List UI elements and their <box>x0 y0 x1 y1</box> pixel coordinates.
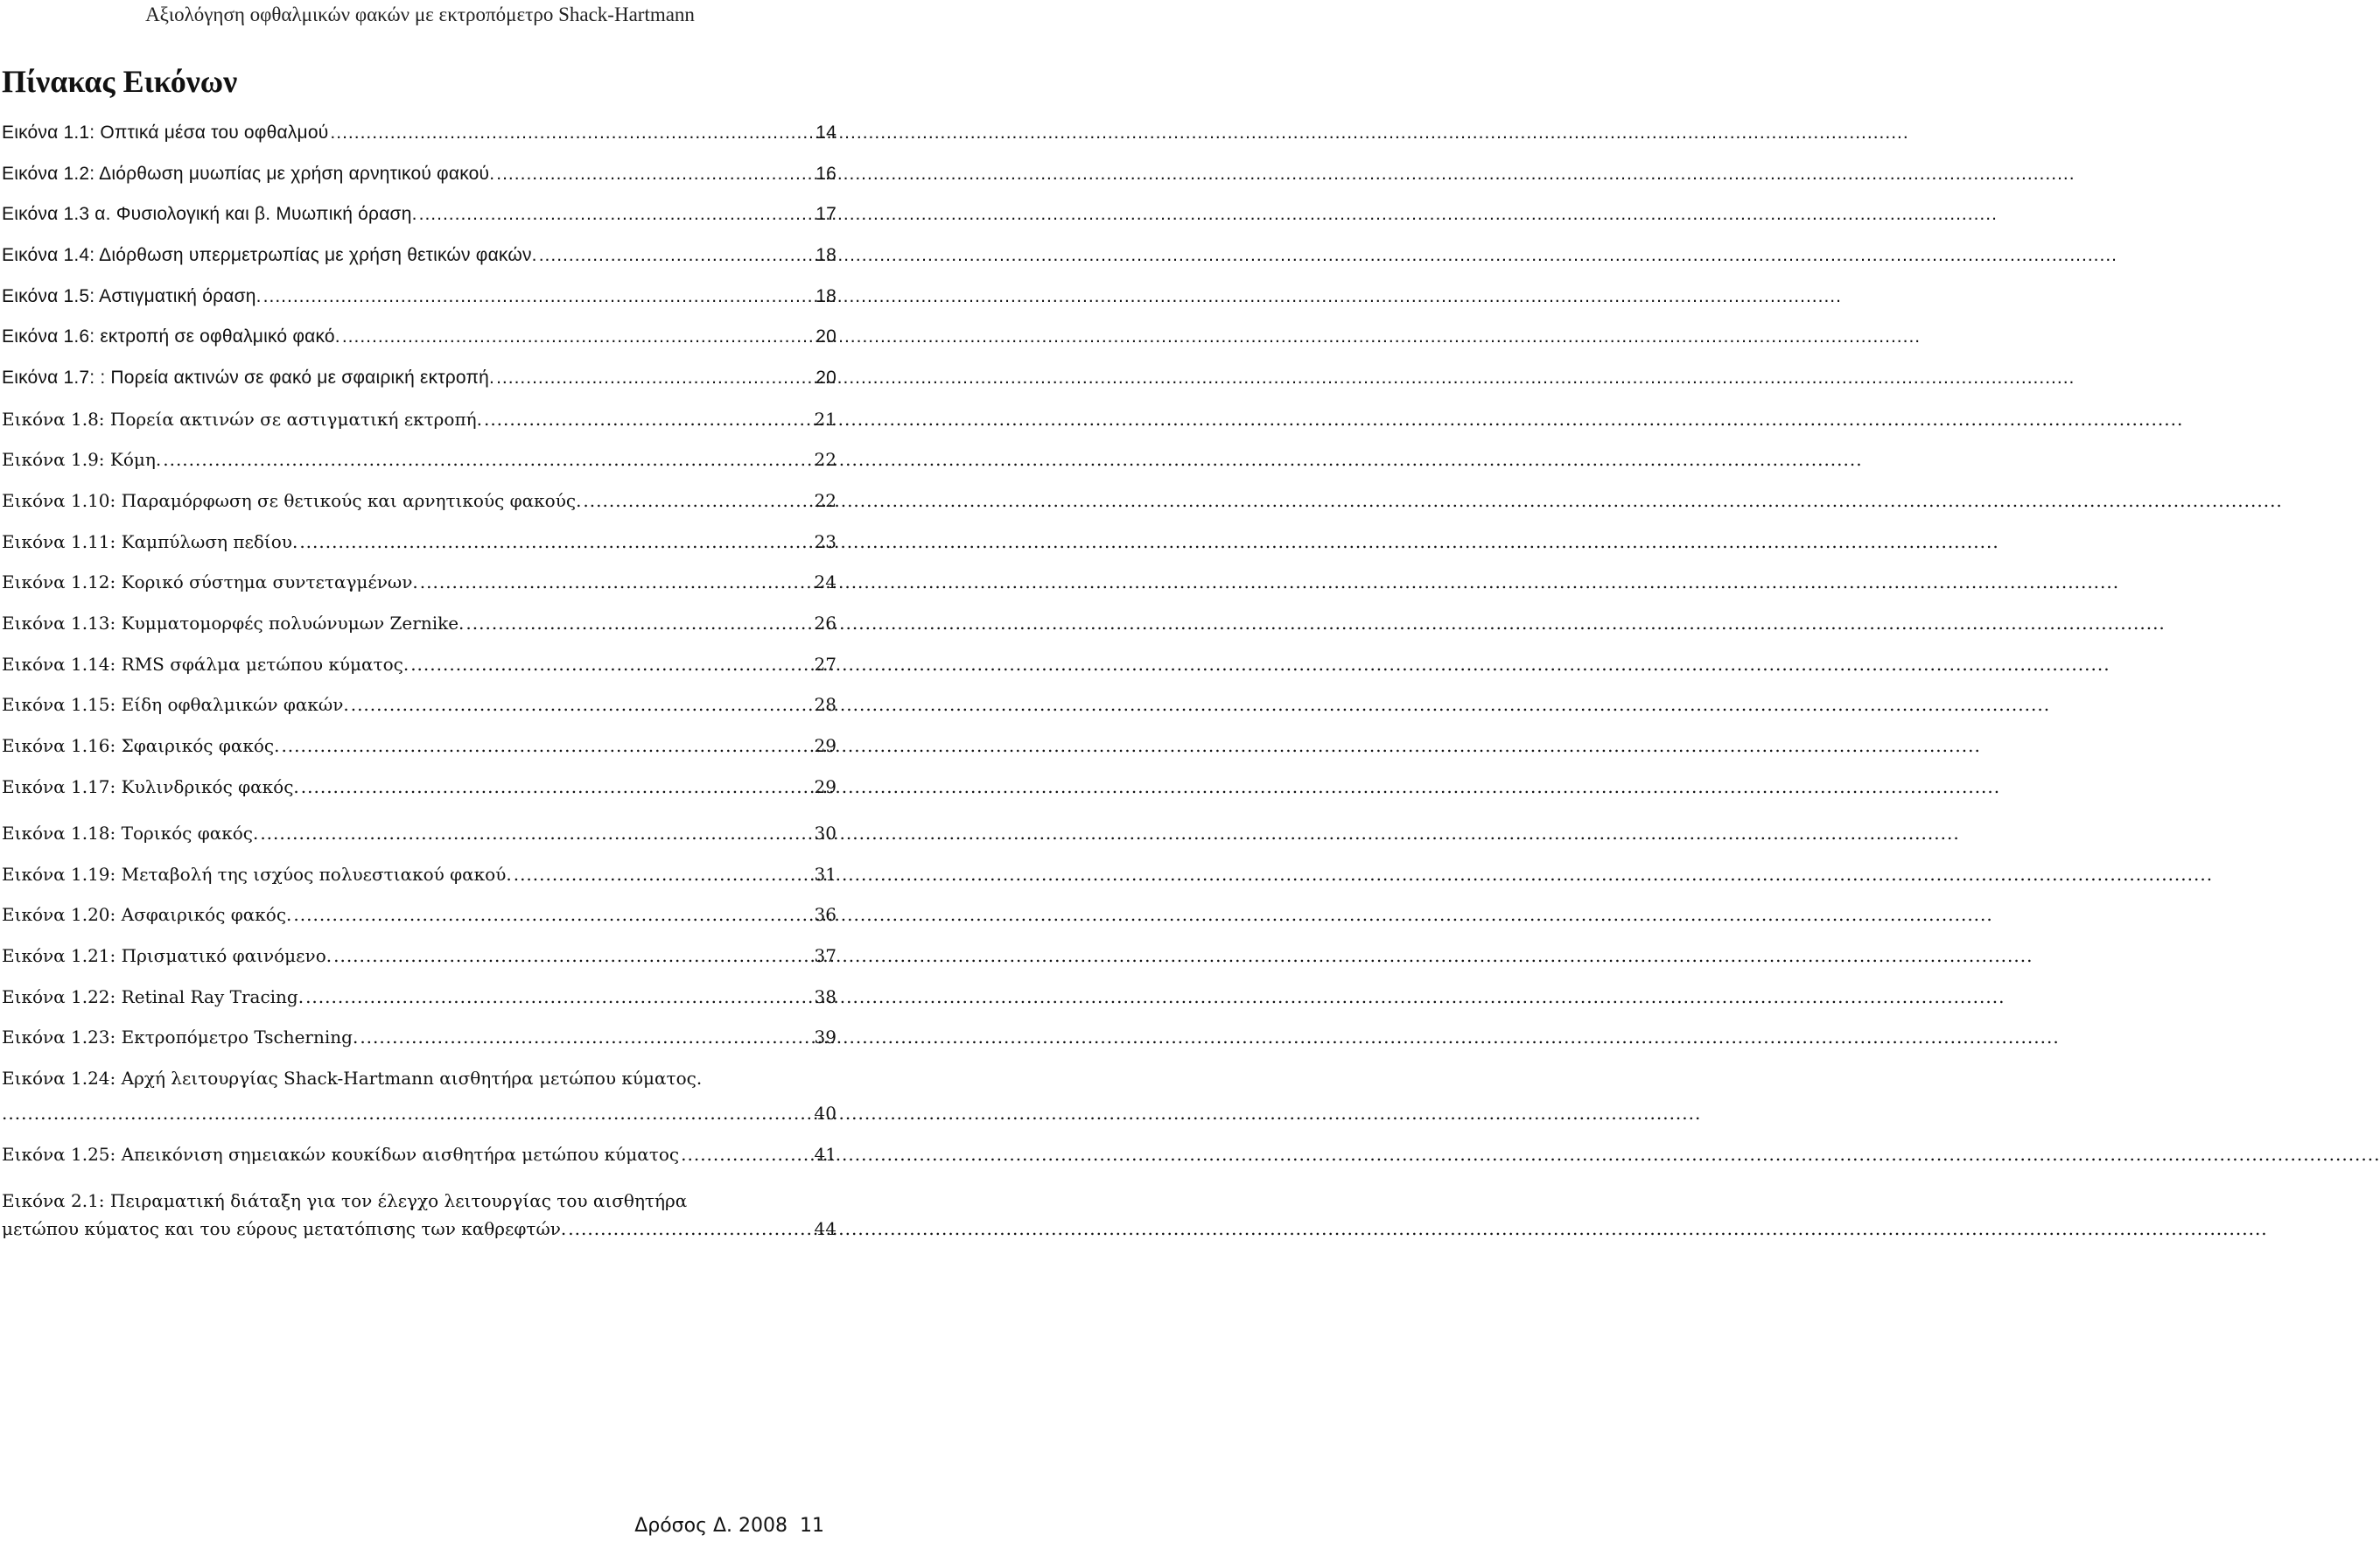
running-header: Αξιολόγηση οφθαλμικών φακών με εκτροπόμετρο Shack-Hartmann <box>145 4 695 25</box>
toc-dot-leader <box>583 487 810 515</box>
toc-dot-leader <box>514 860 811 888</box>
toc-entry-page: 24 <box>814 571 836 592</box>
footer-page-number: 11 <box>800 1515 824 1537</box>
toc-entry[interactable] <box>2 568 836 596</box>
toc-entry[interactable] <box>2 364 836 392</box>
toc-entry[interactable] <box>2 283 836 311</box>
toc-dot-leader <box>293 901 810 929</box>
toc-dot-leader <box>484 405 811 433</box>
toc-entry-text: Εικόνα 1.8: Πορεία ακτινών σε αστιγματική εκτροπή. <box>2 409 482 430</box>
toc-dot-leader <box>496 364 812 392</box>
toc-dot-leader <box>2 1099 811 1127</box>
toc-entry-text: Εικόνα 1.15: Είδη οφθαλμικών φακών. <box>2 694 349 715</box>
toc-entry-page: 28 <box>814 694 836 715</box>
toc-entry-text: Εικόνα 1.13: Κυμματομορφές πολυώνυμων Zernike. <box>2 613 465 634</box>
toc-entry[interactable] <box>2 942 836 970</box>
toc-entry-page: 27 <box>814 654 836 675</box>
toc-entry-text: Εικόνα 1.9: Κόμη. <box>2 449 162 470</box>
toc-dot-leader <box>539 242 813 270</box>
toc-entry-page: 38 <box>814 986 836 1007</box>
toc-dot-leader <box>333 942 810 970</box>
toc-dot-leader <box>419 200 813 228</box>
toc-dot-leader <box>420 568 811 596</box>
toc-dot-leader <box>568 1215 810 1243</box>
toc-entry[interactable] <box>2 609 836 637</box>
toc-dot-leader <box>360 1023 810 1051</box>
toc-entry[interactable] <box>2 1099 836 1127</box>
toc-entry[interactable] <box>2 819 836 847</box>
toc-dot-leader <box>301 773 811 801</box>
toc-entry-page: 39 <box>814 1027 836 1048</box>
toc-entry-page: 22 <box>814 449 836 470</box>
toc-entry[interactable] <box>2 690 836 718</box>
toc-entry[interactable] <box>2 1215 836 1243</box>
toc-entry-page: 20 <box>816 326 836 347</box>
toc-entry-text: Εικόνα 1.23: Εκτροπόμετρο Tscherning. <box>2 1027 359 1048</box>
page-footer <box>634 1515 824 1537</box>
toc-entry-text: Εικόνα 1.16: Σφαιρικός φακός. <box>2 735 280 756</box>
toc-entry-text: Εικόνα 1.10: Παραμόρφωση σε θετικούς και αρνητικούς φακούς. <box>2 490 582 511</box>
toc-entry-page: 21 <box>814 409 836 430</box>
toc-entry-text: Εικόνα 1.4: Διόρθωση υπερμετρωπίας με χρήση θετικών φακών. <box>2 245 537 265</box>
toc-entry-text: Εικόνα 1.11: Καμπύλωση πεδίου. <box>2 531 298 552</box>
toc-entry-page: 16 <box>816 164 836 184</box>
toc-entry-text: Εικόνα 1.21: Πρισματικό φαινόμενο. <box>2 945 332 966</box>
toc-dot-leader <box>466 609 810 637</box>
toc-entry[interactable] <box>2 732 836 760</box>
toc-entry-page: 23 <box>814 531 836 552</box>
toc-entry-text: Εικόνα 1.7: : Πορεία ακτινών σε φακό με σφαιρική εκτροπή. <box>2 368 495 388</box>
toc-entry-page: 30 <box>814 823 836 844</box>
toc-entry-text: Εικόνα 1.17: Κυλινδρικός φακός. <box>2 776 299 797</box>
toc-entry-page: 37 <box>814 945 836 966</box>
toc-entry-text[interactable]: Εικόνα 1.24: Αρχή λειτουργίας Shack-Hartmann αισθητήρα μετώπου κύματος. <box>2 1068 703 1089</box>
toc-entry-page: 20 <box>816 368 836 388</box>
toc-entry[interactable] <box>2 445 836 473</box>
toc-entry[interactable] <box>2 200 836 228</box>
toc-entry-text: Εικόνα 1.5: Αστιγματική όραση. <box>2 286 262 306</box>
toc-entry[interactable] <box>2 119 836 147</box>
toc-entry[interactable] <box>2 323 836 351</box>
toc-entry-page: 17 <box>816 204 836 224</box>
toc-entry-page: 36 <box>814 904 836 925</box>
toc-entry-text: Εικόνα 1.2: Διόρθωση μυωπίας με χρήση αρνητικού φακού. <box>2 164 495 184</box>
toc-entry[interactable] <box>2 773 836 801</box>
toc-dot-leader <box>351 690 811 718</box>
footer-author: Δρόσος Δ. 2008 <box>634 1515 788 1537</box>
toc-entry[interactable] <box>2 528 836 556</box>
toc-entry-page: 44 <box>814 1218 836 1239</box>
toc-dot-leader <box>681 1140 810 1168</box>
toc-entry-page: 29 <box>814 776 836 797</box>
toc-dot-leader <box>342 323 812 351</box>
toc-entry[interactable] <box>2 983 836 1011</box>
toc-entry-page: 41 <box>814 1144 836 1165</box>
toc-entry[interactable] <box>2 1140 836 1168</box>
toc-dot-leader <box>496 160 812 188</box>
toc-entry[interactable] <box>2 405 836 433</box>
toc-entry-text: Εικόνα 1.14: RMS σφάλμα μετώπου κύματος. <box>2 654 410 675</box>
toc-entry-text: Εικόνα 1.19: Μεταβολή της ισχύος πολυεστιακού φακού. <box>2 864 512 885</box>
toc-dot-leader <box>305 983 810 1011</box>
toc-entry-text[interactable]: Εικόνα 2.1: Πειραματική διάταξη για τον έλεγχο λειτουργίας του αισθητήρα <box>2 1190 688 1211</box>
toc-dot-leader <box>410 650 810 678</box>
toc-dot-leader <box>260 819 810 847</box>
toc-entry[interactable] <box>2 487 836 515</box>
toc-entry-page: 29 <box>814 735 836 756</box>
toc-entry-page: 18 <box>816 245 836 265</box>
toc-entry-text: Εικόνα 1.3 α. Φυσιολογική και β. Μυωπική όραση. <box>2 204 417 224</box>
toc-entry-text: Εικόνα 1.18: Τορικός φακός. <box>2 823 259 844</box>
toc-entry-text: Εικόνα 1.20: Ασφαιρικός φακός. <box>2 904 292 925</box>
toc-entry-text-line2: μετώπου κύματος και του εύρους μετατόπισης των καθρεφτών. <box>2 1218 567 1239</box>
toc-entry[interactable] <box>2 860 836 888</box>
toc-entry-page: 22 <box>814 490 836 511</box>
toc-entry-text: Εικόνα 1.12: Κορικό σύστημα συντεταγμένων. <box>2 571 418 592</box>
toc-entry[interactable] <box>2 160 836 188</box>
toc-entry[interactable] <box>2 901 836 929</box>
toc-dot-leader <box>263 283 813 311</box>
toc-entry[interactable] <box>2 1023 836 1051</box>
toc-entry-text: Εικόνα 1.22: Retinal Ray Tracing. <box>2 986 304 1007</box>
toc-entry-text: Εικόνα 1.1: Οπτικά μέσα του οφθαλμού <box>2 123 329 143</box>
toc-dot-leader <box>330 119 812 147</box>
toc-title: Πίνακας Εικόνων <box>2 64 238 99</box>
toc-dot-leader <box>281 732 810 760</box>
toc-entry-text: Εικόνα 1.6: εκτροπή σε οφθαλμικό φακό. <box>2 326 340 347</box>
toc-dot-leader <box>299 528 810 556</box>
toc-entry-page: 40 <box>814 1103 836 1124</box>
toc-entry[interactable] <box>2 242 836 270</box>
toc-entry[interactable] <box>2 650 836 678</box>
toc-entry-page: 14 <box>816 123 836 143</box>
toc-entry-text: Εικόνα 1.25: Απεικόνιση σημειακών κουκίδων αισθητήρα μετώπου κύματος <box>2 1144 680 1165</box>
toc-entry-page: 18 <box>816 286 836 306</box>
toc-dot-leader <box>163 445 810 473</box>
toc-entry-page: 26 <box>814 613 836 634</box>
toc-entry-page: 31 <box>814 864 836 885</box>
